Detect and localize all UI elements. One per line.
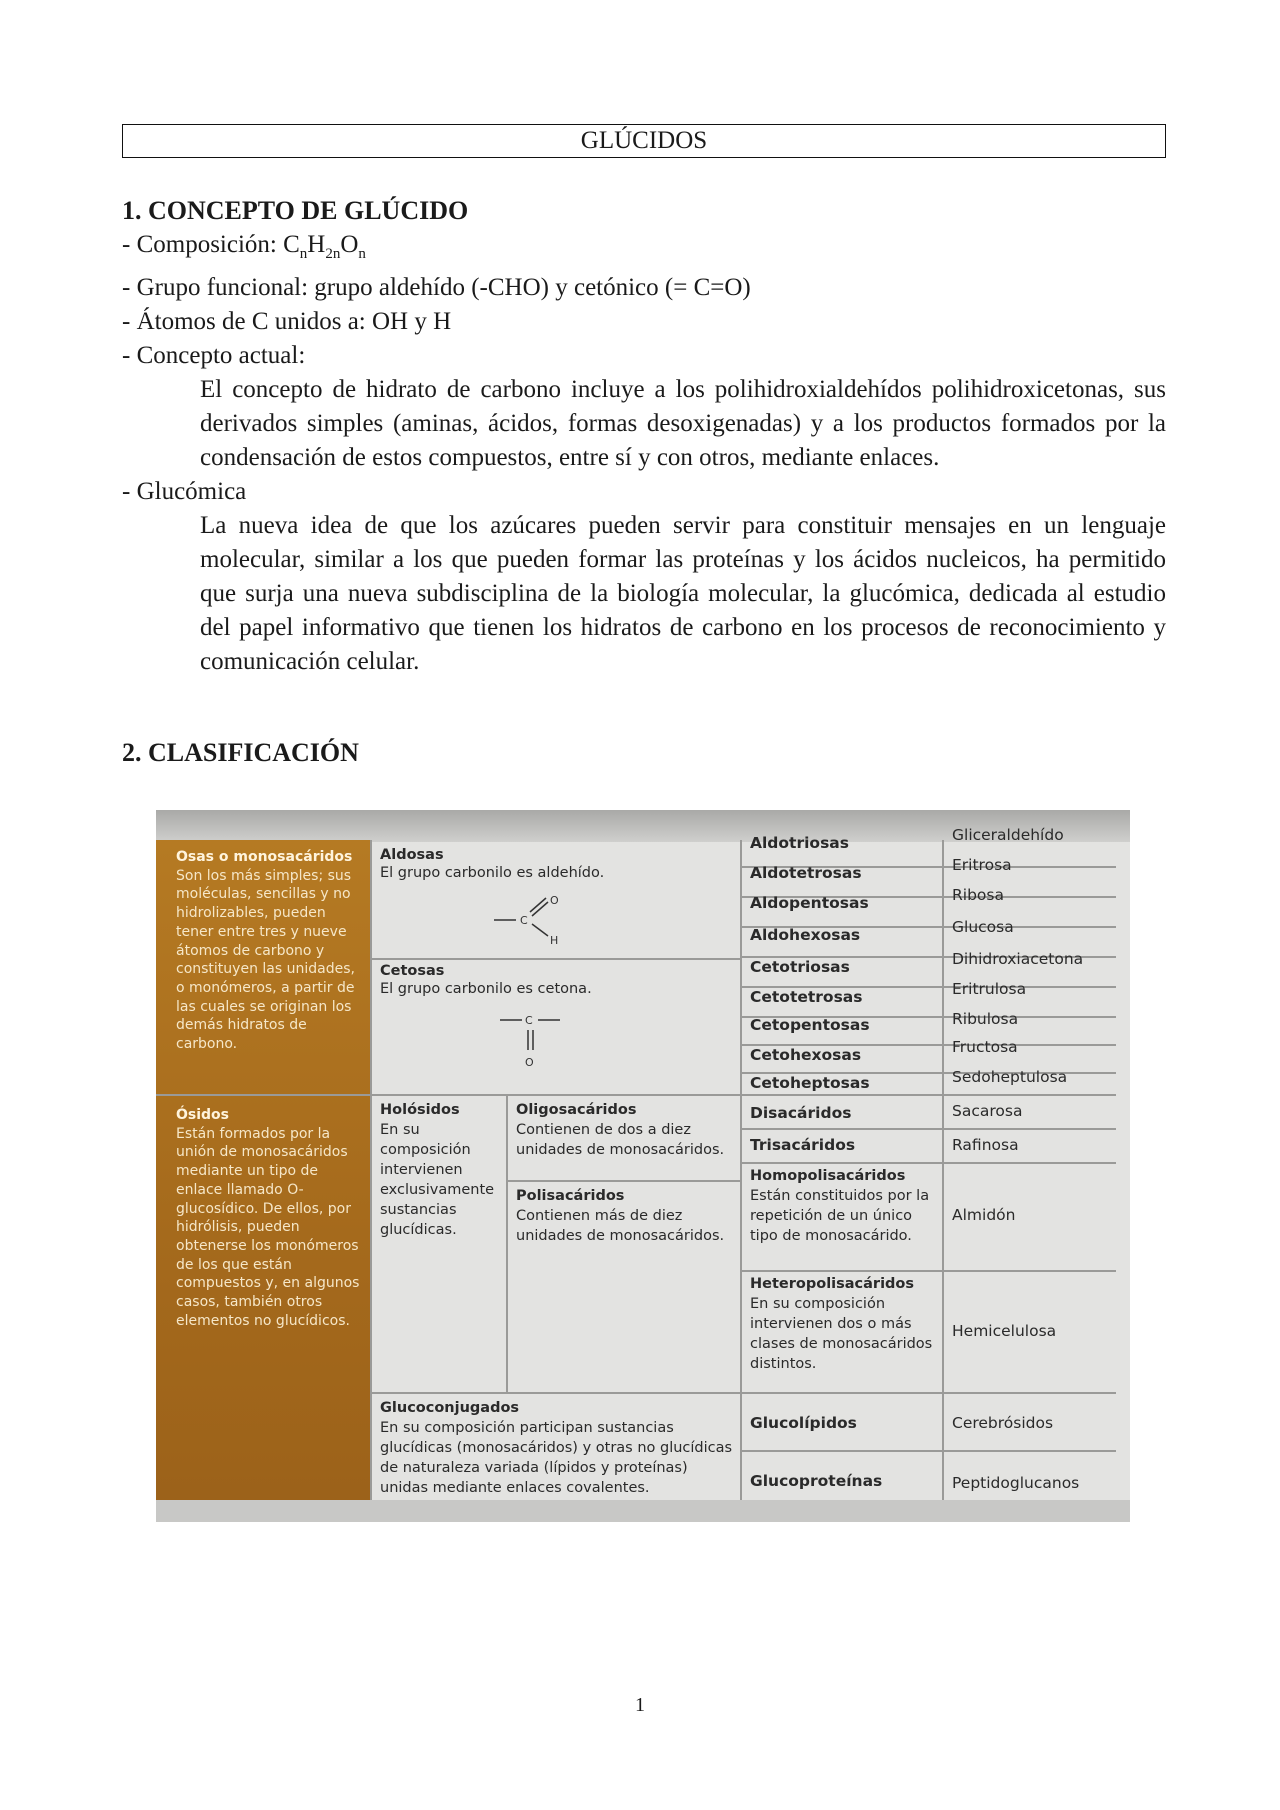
grid-line <box>370 958 740 960</box>
mol-aldehyde-c: C <box>520 914 528 927</box>
cetosas-title: Cetosas <box>380 963 445 979</box>
example-ribulosa: Ribulosa <box>952 1010 1019 1028</box>
example-fructosa: Fructosa <box>952 1038 1018 1056</box>
oligosacaridos-title: Oligosacáridos <box>516 1102 637 1118</box>
type-glucolipidos: Glucolípidos <box>750 1414 857 1432</box>
example-almidon: Almidón <box>952 1206 1016 1224</box>
osidos-cell <box>176 1106 366 1330</box>
glucoconjugados-cell <box>380 1398 736 1498</box>
homopolisacaridos-title: Homopolisacáridos <box>750 1168 906 1184</box>
aldosas-cell <box>380 846 730 882</box>
example-ribosa: Ribosa <box>952 886 1004 904</box>
example-sacarosa: Sacarosa <box>952 1102 1023 1120</box>
osidos-text: Están formados por la unión de monosacáridos mediante un tipo de enlace llamado O-glucosídico. De ellos, por hidrólisis, pueden obtenerse los monómeros de los que están compuestos y, en algunos casos, también otros elementos no glucídicos. <box>176 1125 360 1329</box>
grid-line <box>740 1450 1116 1452</box>
classification-table-photo <box>156 810 1130 1522</box>
aldehyde-group-diagram <box>486 894 576 950</box>
mol-ketone-c: C <box>525 1014 533 1027</box>
grid-line <box>156 1094 1116 1096</box>
homopolisacaridos-cell <box>750 1166 936 1246</box>
mol-aldehyde-h: H <box>550 934 559 947</box>
type-aldotriosas: Aldotriosas <box>750 834 849 852</box>
grid-line <box>740 840 742 1500</box>
type-disacaridos: Disacáridos <box>750 1104 852 1122</box>
example-glucosa: Glucosa <box>952 918 1014 936</box>
example-rafinosa: Rafinosa <box>952 1136 1019 1154</box>
composicion-line: - Composición: $C_nH_{2n}O_n$ <box>122 231 366 262</box>
type-aldohexosas: Aldohexosas <box>750 926 861 944</box>
example-hemicelulosa: Hemicelulosa <box>952 1322 1057 1340</box>
page-number: 1 <box>635 1694 645 1716</box>
grid-line <box>370 840 372 1500</box>
section-heading-2: 2. CLASIFICACIÓN <box>122 738 359 767</box>
type-cetopentosas: Cetopentosas <box>750 1016 870 1034</box>
concepto-actual-label: - Concepto actual: <box>122 342 306 369</box>
aldosas-title: Aldosas <box>380 847 444 863</box>
glucoconjugados-title: Glucoconjugados <box>380 1400 520 1416</box>
document-title: GLÚCIDOS <box>122 124 1166 158</box>
mol-aldehyde-o: O <box>550 894 559 907</box>
grid-line <box>740 1270 1116 1272</box>
type-cetohexosas: Cetohexosas <box>750 1046 862 1064</box>
type-cetotriosas: Cetotriosas <box>750 958 850 976</box>
type-cetoheptosas: Cetoheptosas <box>750 1074 870 1092</box>
mol-ketone-o: O <box>525 1056 534 1069</box>
homopolisacaridos-text: Están constituidos por la repetición de un único tipo de monosacárido. <box>750 1188 930 1244</box>
concepto-actual-paragraph: El concepto de hidrato de carbono incluye a los polihidroxialdehídos polihidroxicetonas, sus derivados simples (aminas, ácidos, formas desoxigenadas) y a los productos formados por la condensación de estos compuestos, entre sí y con otros, mediante enlaces. <box>200 376 1166 471</box>
type-aldopentosas: Aldopentosas <box>750 894 869 912</box>
aldosas-text: El grupo carbonilo es aldehído. <box>380 865 605 881</box>
grid-line <box>740 1162 1116 1164</box>
heteropolisacaridos-cell <box>750 1274 936 1374</box>
cetosas-text: El grupo carbonilo es cetona. <box>380 981 592 997</box>
example-cerebrosidos: Cerebrósidos <box>952 1414 1054 1432</box>
grid-line <box>370 1392 1116 1394</box>
example-eritrosa: Eritrosa <box>952 856 1012 874</box>
grupo-funcional-line: - Grupo funcional: grupo aldehído (-CHO) y cetónico (= C=O) <box>122 274 751 301</box>
polisacaridos-cell <box>516 1186 736 1246</box>
osas-title: Osas o monosacáridos <box>176 849 353 865</box>
atomos-line: - Átomos de C unidos a: OH y H <box>122 308 452 335</box>
example-sedoheptulosa: Sedoheptulosa <box>952 1068 1068 1086</box>
holosidos-cell <box>380 1100 500 1240</box>
oligosacaridos-cell <box>516 1100 736 1160</box>
grid-line <box>740 1128 1116 1130</box>
photo-bottom-band <box>156 1500 1130 1522</box>
grid-line <box>506 1180 740 1182</box>
heteropolisacaridos-title: Heteropolisacáridos <box>750 1276 915 1292</box>
heteropolisacaridos-text: En su composición intervienen dos o más clases de monosacáridos distintos. <box>750 1296 933 1372</box>
polisacaridos-text: Contienen más de diez unidades de monosacáridos. <box>516 1208 725 1244</box>
holosidos-title: Holósidos <box>380 1102 460 1118</box>
osidos-title: Ósidos <box>176 1107 230 1123</box>
example-eritrulosa: Eritrulosa <box>952 980 1027 998</box>
glucomica-label: - Glucómica <box>122 478 247 505</box>
section-concepto <box>122 194 1166 679</box>
example-gliceraldehido: Gliceraldehído <box>952 826 1064 844</box>
polisacaridos-title: Polisacáridos <box>516 1188 625 1204</box>
ketone-group-diagram <box>496 1010 576 1076</box>
grid-line <box>506 1096 508 1392</box>
example-peptidoglucanos: Peptidoglucanos <box>952 1474 1080 1492</box>
glucomica-paragraph: La nueva idea de que los azúcares pueden servir para constituir mensajes en un lenguaje molecular, similar a los que pueden formar las proteínas y los ácidos nucleicos, ha permitido que surja una nueva subdisciplina de la biología molecular, la glucómica, dedicada al estudio del papel informativo que tienen los hidratos de carbono en los procesos de reconocimiento y comunicación celular. <box>200 512 1166 675</box>
cetosas-cell <box>380 962 730 998</box>
type-trisacaridos: Trisacáridos <box>750 1136 856 1154</box>
type-glucoproteinas: Glucoproteínas <box>750 1472 883 1490</box>
osas-text: Son los más simples; sus moléculas, sencillas y no hidrolizables, pueden tener entre tres y nueve átomos de carbono y constituyen las unidades, o monómeros, a partir de las cuales se originan los demás hidratos de carbono. <box>176 867 355 1053</box>
section-heading-1: 1. CONCEPTO DE GLÚCIDO <box>122 196 469 225</box>
grid-line <box>942 840 944 1500</box>
osas-cell <box>176 848 366 1054</box>
type-aldotetrosas: Aldotetrosas <box>750 864 862 882</box>
holosidos-text: En su composición intervienen exclusivamente sustancias glucídicas. <box>380 1122 495 1238</box>
example-dihidroxiacetona: Dihidroxiacetona <box>952 950 1084 968</box>
type-cetotetrosas: Cetotetrosas <box>750 988 863 1006</box>
oligosacaridos-text: Contienen de dos a diez unidades de monosacáridos. <box>516 1122 725 1158</box>
glucoconjugados-text: En su composición participan sustancias glucídicas (monosacáridos) y otras no glucídicas de naturaleza variada (lípidos y proteínas) unidas mediante enlaces covalentes. <box>380 1420 733 1496</box>
